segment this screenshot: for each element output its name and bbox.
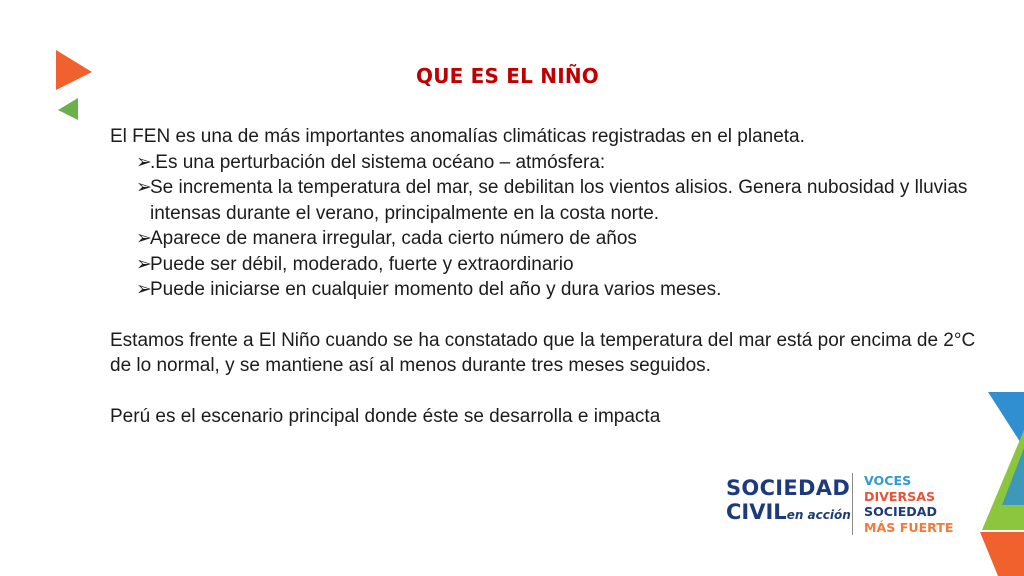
logo-right-block (864, 473, 954, 535)
slide-body (110, 124, 990, 429)
logo-right-line: MÁS FUERTE (864, 519, 954, 535)
slide-title: QUE ES EL NIÑO (416, 64, 599, 88)
bullet-arrow-icon: ➢ (136, 228, 152, 249)
bullet-arrow-icon: ➢ (136, 253, 152, 275)
bullet-arrow-icon: ➢ (136, 279, 152, 300)
logo-sociedad-text: SOCIEDAD (726, 476, 851, 500)
bullet-text: .Es una perturbación del sistema océano – atmósfera: (150, 151, 606, 173)
bullet-item (110, 226, 990, 252)
logo-right-line: VOCES (864, 473, 912, 488)
bullet-text: Se incrementa la temperatura del mar, se debilitan los vientos alisios. Genera nubosidad y lluvias intensas durante el verano, principalmente en la costa norte. (150, 177, 968, 224)
logo-right-line: SOCIEDAD (864, 504, 937, 519)
green-triangle-shape (58, 98, 78, 120)
logo-right-line: DIVERSAS (864, 488, 936, 504)
bullet-text: Aparece de manera irregular, cada cierto número de años (150, 228, 637, 249)
bullet-arrow-icon: ➢ (136, 177, 152, 198)
logo-civil-text: CIVIL (726, 500, 787, 524)
bullet-item (110, 175, 990, 226)
sociedad-civil-logo (726, 470, 966, 540)
paragraph-peru: Perú es el escenario principal donde éste se desarrolla e impacta (110, 405, 661, 427)
bullet-item (110, 277, 990, 303)
orange-triangle-shape (56, 50, 92, 90)
bullet-text: Puede iniciarse en cualquier momento del año y dura varios meses. (150, 279, 722, 300)
paragraph-el-nino-definition: Estamos frente a El Niño cuando se ha constatado que la temperatura del mar está por encima de 2°C de lo normal, y se mantiene así al menos durante tres meses seguidos. (110, 329, 976, 376)
bullet-arrow-icon: ➢ (136, 151, 152, 173)
logo-left-block (726, 476, 851, 527)
paragraph-spacer (110, 303, 990, 328)
bullet-text: Puede ser débil, moderado, fuerte y extraordinario (150, 253, 574, 275)
bullet-item (110, 150, 990, 176)
blue-corner-shape (988, 392, 1024, 448)
intro-text: El FEN es una de más importantes anomalías climáticas registradas en el planeta. (110, 126, 805, 147)
logo-divider (852, 473, 853, 535)
logo-en-accion-text: en acción (786, 508, 851, 522)
orange-corner-shape (980, 532, 1024, 576)
logo-civil-line (726, 500, 851, 527)
bullet-item (110, 252, 990, 278)
paragraph-spacer (110, 379, 990, 404)
